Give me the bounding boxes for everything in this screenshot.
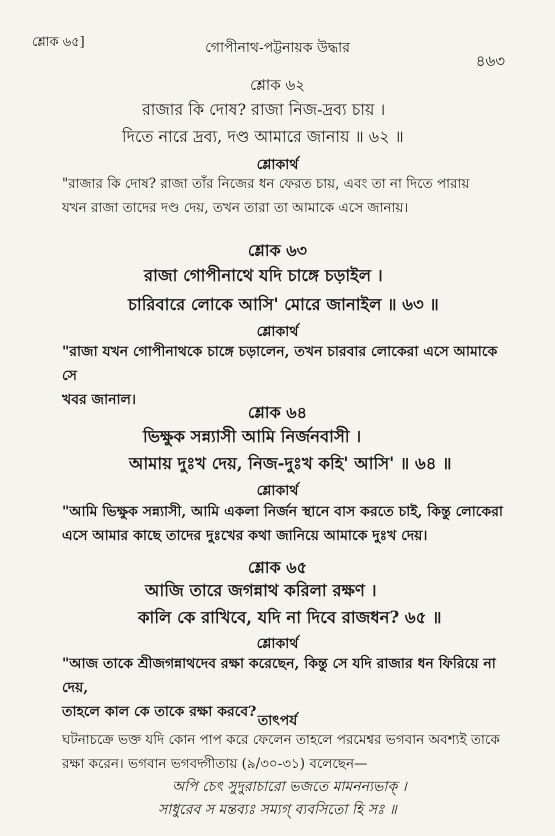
sloka-64-heading: শ্লোক ৬৪ bbox=[247, 403, 308, 422]
sloka-65-translation-label: শ্লোকার্থ bbox=[256, 636, 299, 652]
sloka-62-line-1: রাজার কি দোষ? রাজা নিজ-দ্রব্য চায় । bbox=[142, 100, 386, 119]
sloka-63-line-1: রাজা গোপীনাথে যদি চাঙ্গে চড়াইল । bbox=[144, 266, 383, 285]
sloka-63-translation-line-2: খবর জানাল। bbox=[62, 392, 136, 408]
sloka-62-translation bbox=[62, 172, 515, 220]
purport-line-2: রক্ষা করেন। ভগবান ভগবদ্গীতায় (৯/৩০-৩১) বলেছেন— bbox=[62, 756, 368, 772]
page-number: ৪৬৩ bbox=[475, 52, 505, 70]
sloka-63-heading: শ্লোক ৬৩ bbox=[247, 241, 308, 260]
sloka-64-translation-line-2: এসে আমার কাছে তাদের দুঃখের কথা জানিয়ে আমাকে দুঃখ দেয়। bbox=[62, 528, 428, 544]
gita-quote-line-2: সাধুরেব স মন্তব্যঃ সম্যগ্ ব্যবসিতো হি সঃ ॥ bbox=[158, 802, 397, 818]
sloka-62-translation-label: শ্লোকার্থ bbox=[256, 157, 299, 173]
sloka-63-translation-line-1: "রাজা যখন গোপীনাথকে চাঙ্গে চড়ালেন, তখন চারবার লোকেরা এসে আমাকে সে bbox=[62, 344, 498, 384]
header-chapter-title: গোপীনাথ-পট্টনায়ক উদ্ধার bbox=[205, 40, 350, 56]
sloka-64-line-1: ভিক্ষুক সন্ন্যাসী আমি নির্জনবাসী । bbox=[143, 427, 362, 446]
purport-line-1: ঘটনাচক্রে ভক্ত যদি কোন পাপ করে ফেলেন তাহলে পরমেশ্বর ভগবান অবশ্যই তাকে bbox=[62, 732, 500, 748]
sloka-62-translation-line-1: "রাজার কি দোষ? রাজা তাঁর নিজের ধন ফেরত চায়, এবং তা না দিতে পারায় bbox=[62, 176, 470, 192]
gita-quote-line-1: অপি চেৎ সুদুরাচারো ভজতে মামনন্যভাক্ । bbox=[172, 779, 407, 795]
sloka-63-translation-label: শ্লোকার্থ bbox=[256, 324, 299, 340]
sloka-65-translation-line-2: তাহলে কাল কে তাকে রক্ষা করবে? bbox=[62, 704, 257, 720]
sloka-64-translation bbox=[62, 500, 515, 548]
sloka-62-translation-line-2: যখন রাজা তাদের দণ্ড দেয়, তখন তারা তা আমাকে এসে জানায়। bbox=[62, 200, 409, 216]
sloka-65-line-1: আজি তারে জগন্নাথ করিলা রক্ষণ । bbox=[145, 581, 377, 600]
sloka-64-line-2: আমায় দুঃখ দেয়, নিজ-দুঃখ কহি' আসি' ॥ ৬৪ ॥ bbox=[129, 454, 452, 473]
sloka-64-translation-label: শ্লোকার্থ bbox=[256, 483, 299, 499]
sloka-65-heading: শ্লোক ৬৫ bbox=[247, 558, 308, 577]
sloka-62-heading: শ্লোক ৬২ bbox=[250, 76, 305, 94]
sloka-65-line-2: কালি কে রাখিবে, যদি না দিবে রাজধন? ৬৫ ॥ bbox=[138, 608, 442, 627]
purport-text bbox=[62, 728, 515, 776]
purport-label: তাৎপর্য bbox=[257, 713, 298, 729]
sloka-64-translation-line-1: "আমি ভিক্ষুক সন্ন্যাসী, আমি একলা নির্জন স্থানে বাস করতে চাই, কিন্তু লোকেরা bbox=[62, 504, 503, 520]
sloka-62-line-2: দিতে নারে দ্রব্য, দণ্ড আমারে জানায় ॥ ৬২ ॥ bbox=[122, 127, 404, 146]
header-verse-ref: শ্লোক ৬৫] bbox=[32, 35, 85, 50]
sloka-65-translation-line-1: "আজ তাকে শ্রীজগন্নাথদেব রক্ষা করেছেন, কিন্তু সে যদি রাজার ধন ফিরিয়ে না দেয়, bbox=[62, 656, 496, 696]
sloka-63-line-2: চারিবারে লোকে আসি' মোরে জানাইল ॥ ৬৩ ॥ bbox=[128, 295, 439, 314]
